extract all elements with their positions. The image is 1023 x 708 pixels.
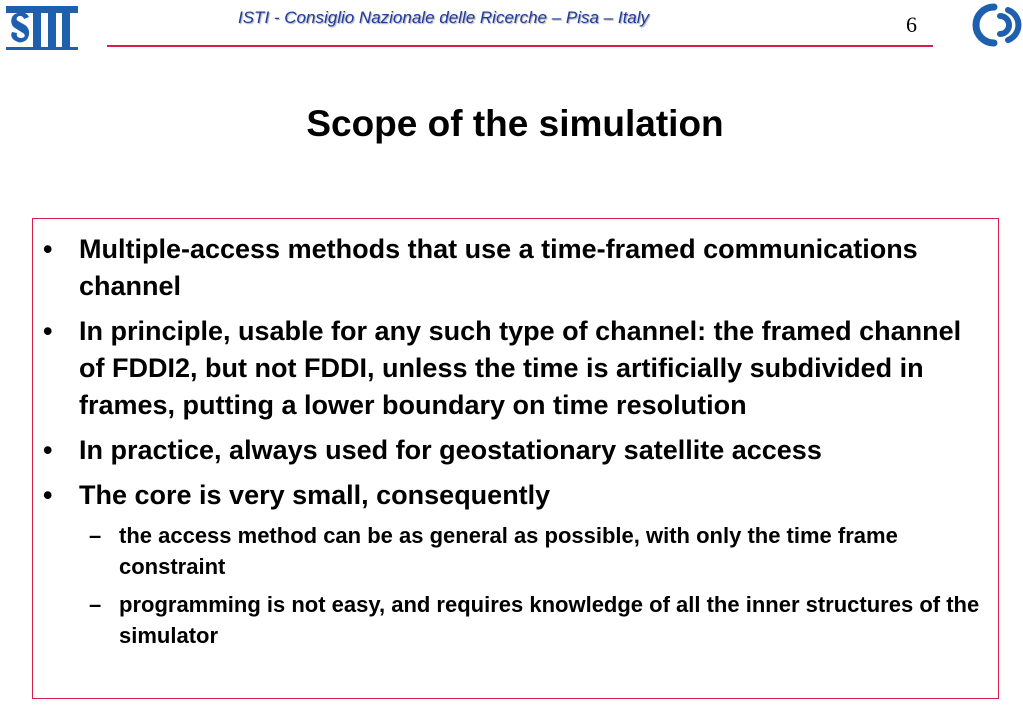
sub-bullet-text: the access method can be as general as possible, with only the time frame constraint [119,523,898,579]
bullet-text: In principle, usable for any such type of channel: the framed channel of FDDI2, but not FDDI, unless the time is artificially subdivided in frames, putting a lower boundary on time resolution [79,316,962,420]
bullet-marker: • [43,480,53,510]
bullet-marker: • [43,435,53,465]
sub-bullet-list [33,520,992,651]
bullet-list [33,231,1000,659]
page-number: 6 [906,12,917,37]
content-box [32,218,999,699]
sub-bullet-marker: – [89,523,102,548]
header-institute-text: ISTI - Consiglio Nazionale delle Ricerche – Pisa – Italy [238,8,650,27]
bullet-item [33,231,1000,305]
bullet-marker: • [43,234,53,264]
bullet-item [33,313,1000,424]
sub-bullet-item [33,589,992,651]
isti-logo [4,2,80,56]
header-divider [107,45,933,47]
bullet-text: The core is very small, consequently [79,480,551,510]
sub-bullet-text: programming is not easy, and requires knowledge of all the inner structures of the simulator [119,592,980,648]
bullet-item [33,477,1000,651]
bullet-text: In practice, always used for geostationary satellite access [79,435,822,465]
bullet-text: Multiple-access methods that use a time-framed communications channel [79,234,918,301]
bullet-marker: • [43,316,53,346]
sub-bullet-item [33,520,992,582]
sub-bullet-marker: – [89,592,102,617]
slide-title: Scope of the simulation [306,103,724,144]
cnr-logo [964,2,1022,48]
bullet-item [33,432,1000,469]
